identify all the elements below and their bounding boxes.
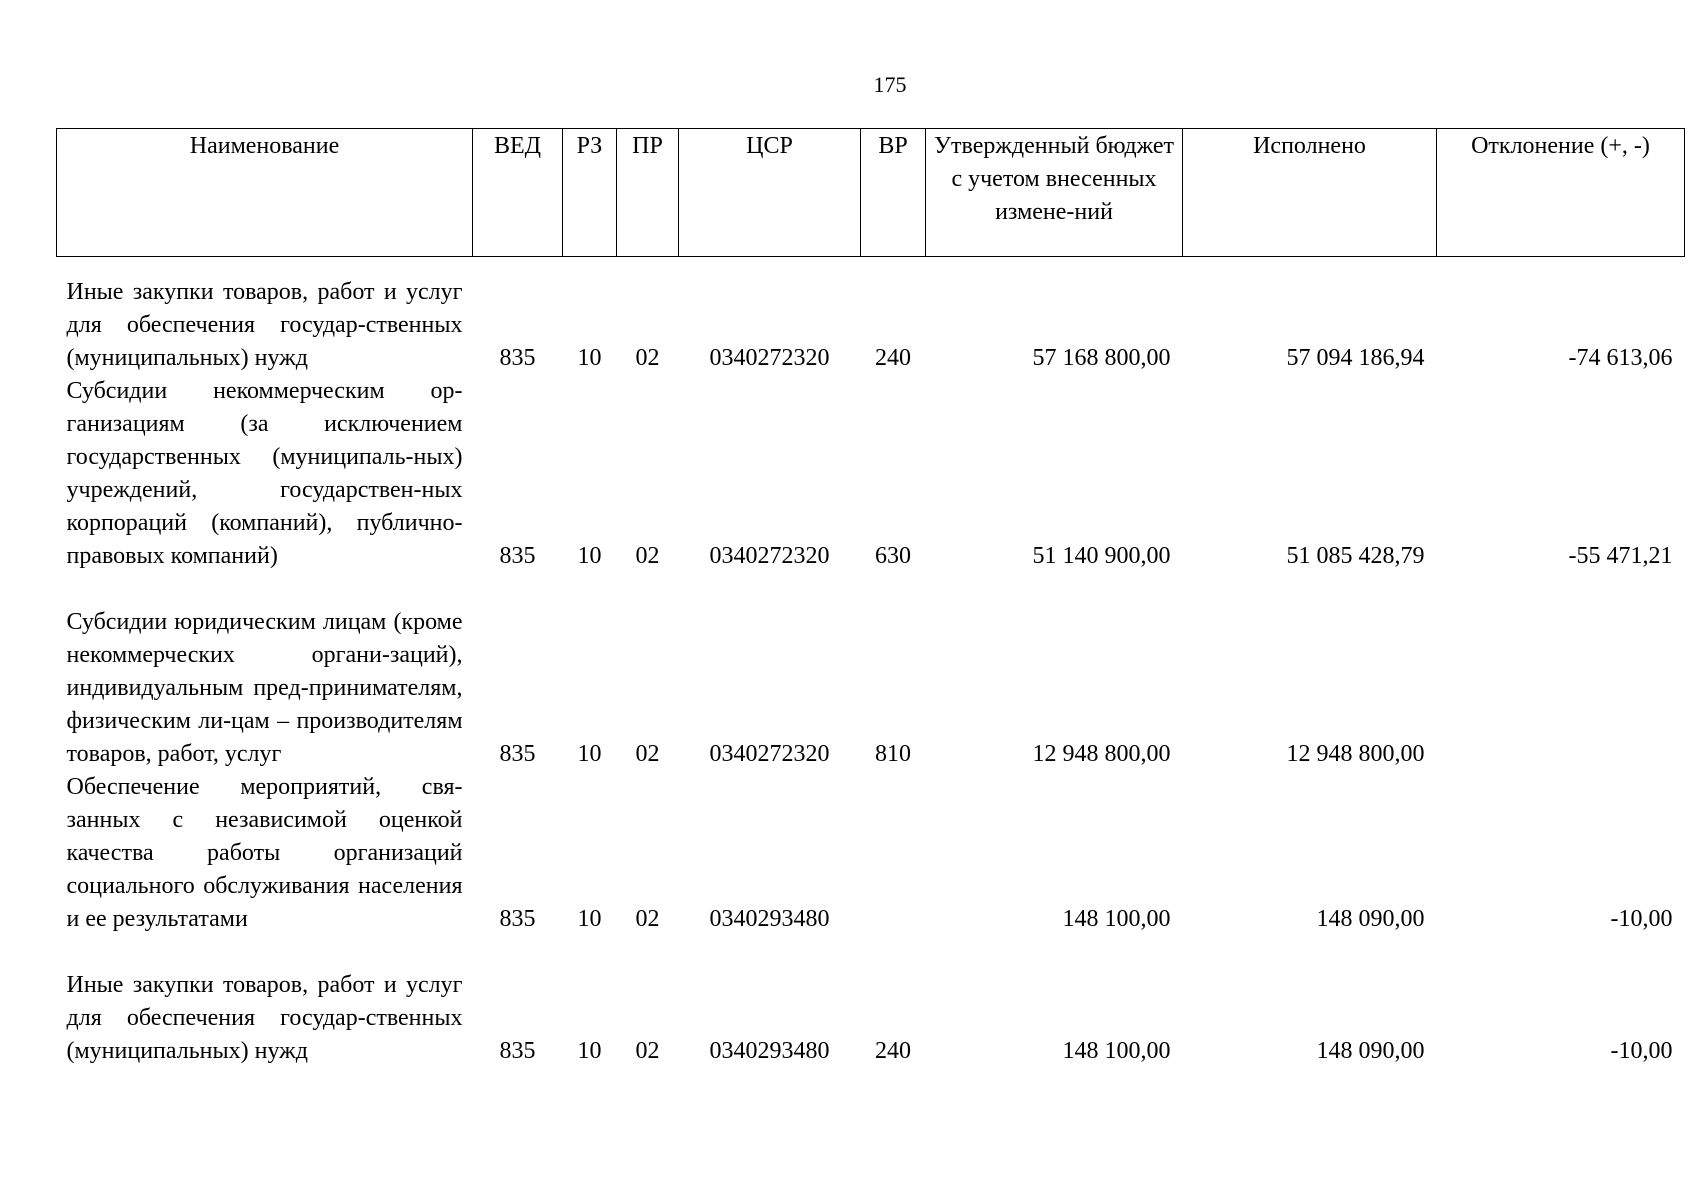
row-approved-budget: 148 100,00 [1062, 1038, 1171, 1064]
row-pr: 02 [635, 741, 660, 767]
header-executed: Исполнено [1183, 129, 1437, 257]
row-pr: 02 [635, 906, 660, 932]
row-executed: 148 090,00 [1316, 906, 1425, 932]
header-rz: РЗ [563, 129, 617, 257]
row-vr [861, 771, 926, 936]
row-rz: 10 [577, 1038, 602, 1064]
row-pr: 02 [635, 543, 660, 569]
table-header [57, 129, 1685, 257]
header-vr: ВР [861, 129, 926, 257]
header-pr: ПР [617, 129, 679, 257]
row-approved-budget: 51 140 900,00 [1032, 543, 1171, 569]
row-ved: 835 [499, 906, 536, 932]
row-pr: 02 [635, 345, 660, 371]
table-row [57, 375, 1685, 573]
row-rz: 10 [577, 345, 602, 371]
row-name: Обеспечение мероприятий, свя-занных с независимой оценкой качества работы организаций социального обслуживания населения и ее результатами [66, 774, 463, 932]
table-row [57, 771, 1685, 936]
row-rz: 10 [577, 906, 602, 932]
row-vr: 240 [875, 345, 911, 371]
row-deviation: -10,00 [1610, 906, 1673, 932]
row-name: Иные закупки товаров, работ и услуг для обеспечения государ-ственных (муниципальных) нужд [66, 279, 463, 371]
row-csr: 0340293480 [709, 1038, 830, 1064]
row-approved-budget: 12 948 800,00 [1032, 741, 1171, 767]
row-csr: 0340272320 [709, 741, 830, 767]
row-executed: 51 085 428,79 [1286, 543, 1425, 569]
row-deviation: -10,00 [1610, 1038, 1673, 1064]
table-body [57, 257, 1685, 1069]
row-vr: 810 [875, 741, 911, 767]
row-name: Иные закупки товаров, работ и услуг для обеспечения государ-ственных (муниципальных) нужд [66, 972, 463, 1064]
table-row [57, 936, 1685, 1068]
row-vr: 240 [875, 1038, 911, 1064]
row-ved: 835 [499, 1038, 536, 1064]
header-approved-budget: Утвержденный бюджет с учетом внесенных измене-ний [926, 129, 1183, 257]
row-executed: 12 948 800,00 [1286, 741, 1425, 767]
row-deviation: -74 613,06 [1568, 345, 1673, 371]
row-ved: 835 [499, 741, 536, 767]
row-deviation [1437, 573, 1685, 771]
row-pr: 02 [635, 1038, 660, 1064]
row-csr: 0340293480 [709, 906, 830, 932]
header-ved: ВЕД [473, 129, 563, 257]
row-vr: 630 [875, 543, 911, 569]
row-deviation: -55 471,21 [1568, 543, 1673, 569]
header-deviation: Отклонение (+, -) [1437, 129, 1685, 257]
row-name: Субсидии некоммерческим ор-ганизациям (за исключением государственных (муниципаль-ных) учреждений, государствен-ных корпораций (компаний), публично-правовых компаний) [66, 378, 463, 569]
row-approved-budget: 148 100,00 [1062, 906, 1171, 932]
row-executed: 148 090,00 [1316, 1038, 1425, 1064]
row-csr: 0340272320 [709, 345, 830, 371]
table-row [57, 257, 1685, 376]
budget-execution-table [56, 128, 1685, 1068]
row-csr: 0340272320 [709, 543, 830, 569]
header-csr: ЦСР [679, 129, 861, 257]
row-ved: 835 [499, 345, 536, 371]
table-row [57, 573, 1685, 771]
row-approved-budget: 57 168 800,00 [1032, 345, 1171, 371]
row-rz: 10 [577, 741, 602, 767]
row-rz: 10 [577, 543, 602, 569]
row-name: Субсидии юридическим лицам (кроме некоммерческих органи-заций), индивидуальным пред-принимателям, физическим ли-цам – производителям товаров, работ, услуг [66, 609, 463, 767]
row-executed: 57 094 186,94 [1286, 345, 1425, 371]
header-name: Наименование [57, 129, 473, 257]
page-number: 175 [873, 72, 907, 97]
row-ved: 835 [499, 543, 536, 569]
